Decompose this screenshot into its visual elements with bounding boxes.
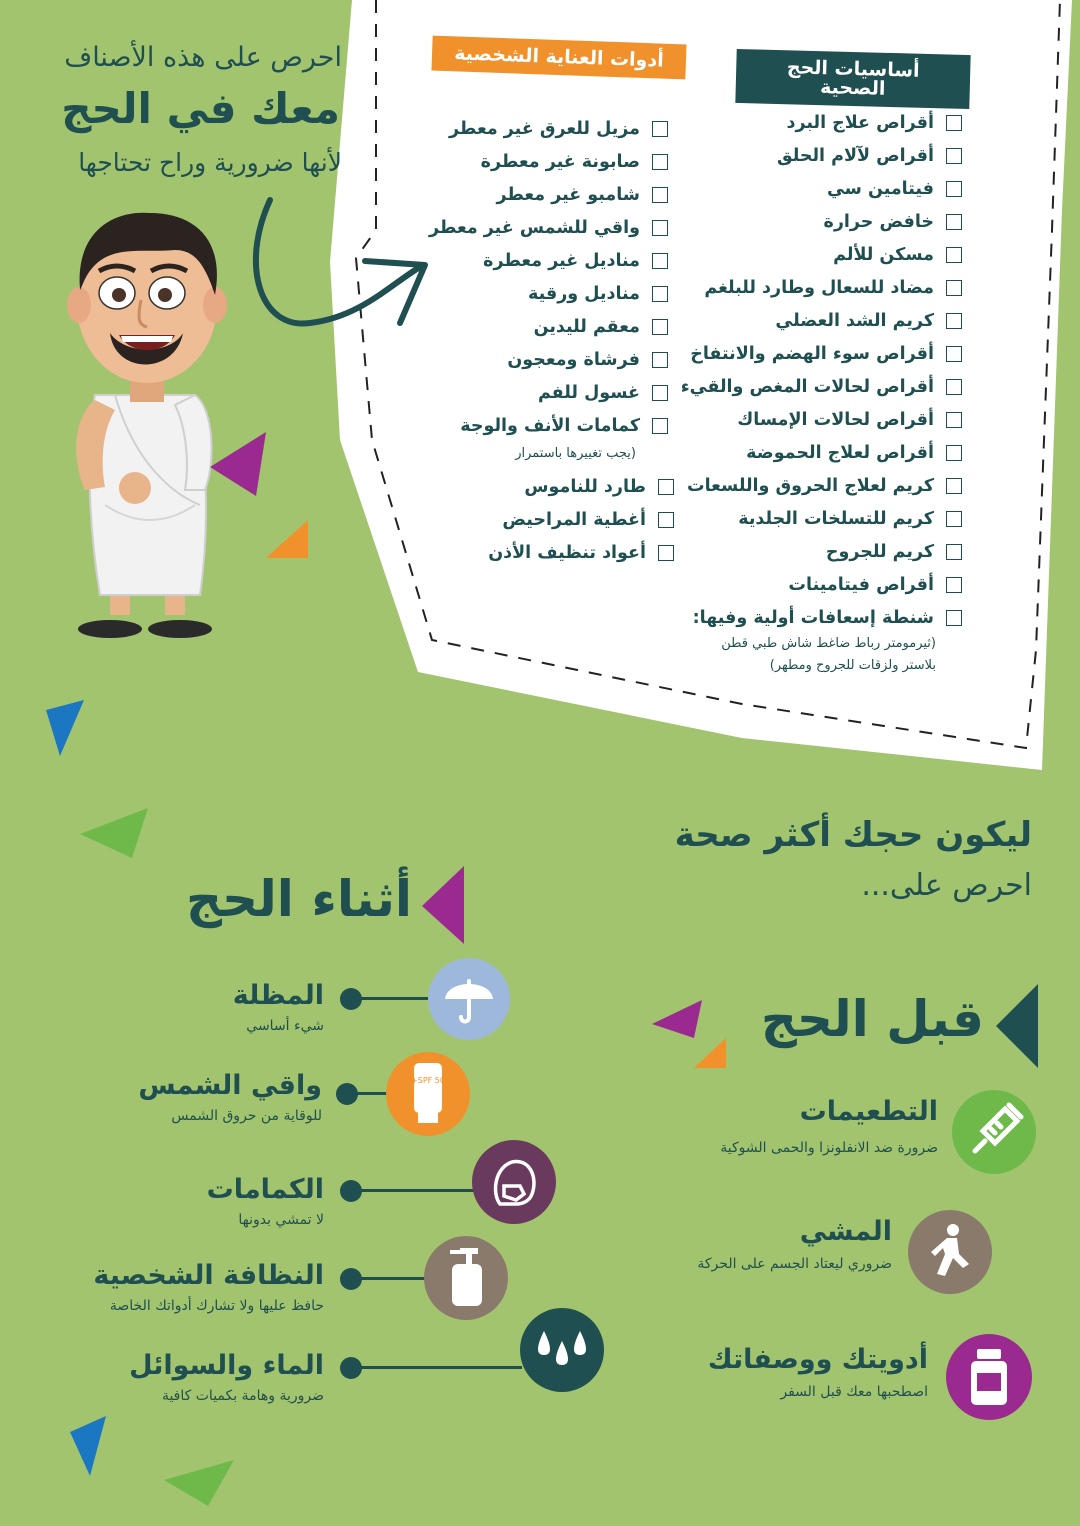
personal-care-item-label: مزيل للعرق غير معطر — [449, 118, 640, 139]
health-essentials-item-label: كريم للتسلخات الجلدية — [738, 508, 934, 529]
health-essentials-item-label: كريم للجروح — [825, 541, 934, 562]
during-item-sub-4: حافظ عليها ولا تشارك أدواتك الخاصة — [109, 1298, 324, 1314]
personal-care-item-label: معقم لليدين — [533, 316, 640, 337]
during-hajj-title: أثناء الحج — [185, 870, 412, 928]
checkbox[interactable] — [652, 187, 668, 203]
face-mask-icon — [472, 1140, 556, 1224]
checkbox[interactable] — [946, 544, 962, 560]
during-item-sub-3: لا تمشي بدونها — [238, 1212, 324, 1228]
before-hajj-marker-icon — [992, 984, 1040, 1068]
medicine-bottle-icon — [946, 1334, 1032, 1420]
checkbox[interactable] — [658, 479, 674, 495]
checkbox[interactable] — [946, 478, 962, 494]
checkbox[interactable] — [658, 512, 674, 528]
health-essentials-item — [681, 436, 962, 469]
health-essentials-item — [681, 205, 962, 238]
during-item-sub-5: ضرورية وهامة بكميات كافية — [161, 1388, 324, 1404]
personal-care-item-label: فرشاة ومعجون — [507, 349, 640, 370]
healthier-headline: ليكون حجك أكثر صحة — [674, 815, 1032, 855]
water-drops-icon — [520, 1308, 604, 1392]
healthier-subline: احرص على... — [861, 868, 1032, 903]
health-essentials-item-label: شنطة إسعافات أولية وفيها: — [692, 607, 934, 628]
personal-care-item-label: أعواد تنظيف الأذن — [488, 542, 646, 563]
personal-care-item — [429, 409, 668, 442]
first-aid-note-2: بلاستر ولزقات للجروح ومطهر) — [769, 658, 936, 673]
before-item-sub-2: ضروري ليعتاد الجسم على الحركة — [697, 1256, 892, 1272]
checkbox[interactable] — [652, 286, 668, 302]
during-item-title-3: الكمامات — [206, 1174, 324, 1205]
health-essentials-item-label: خافض حرارة — [823, 211, 934, 232]
checkbox[interactable] — [946, 412, 962, 428]
health-essentials-title: أساسيات الحج الصحية — [735, 49, 970, 109]
umbrella-icon — [428, 958, 510, 1040]
before-item-sub-1: ضرورة ضد الانفلونزا والحمى الشوكية — [720, 1140, 938, 1156]
checkbox[interactable] — [946, 610, 962, 626]
during-item-title-2: واقي الشمس — [138, 1070, 322, 1101]
personal-care-list-extra — [488, 470, 674, 569]
checkbox[interactable] — [652, 154, 668, 170]
green-triangle-decoration — [78, 806, 150, 860]
during-item-title-5: الماء والسوائل — [129, 1350, 324, 1381]
health-essentials-item-label: أقراص فيتامينات — [788, 574, 934, 595]
health-essentials-item — [681, 535, 962, 568]
timeline-line-5 — [356, 1366, 522, 1369]
health-essentials-item — [681, 502, 962, 535]
health-essentials-item-label: أقراص علاج البرد — [786, 112, 934, 133]
health-essentials-item — [681, 568, 962, 601]
health-essentials-item — [681, 601, 962, 634]
personal-care-item-label: غسول للفم — [537, 382, 640, 403]
health-essentials-item — [681, 271, 962, 304]
during-item-title-4: النظافة الشخصية — [93, 1260, 324, 1291]
checkbox[interactable] — [946, 148, 962, 164]
personal-care-item-label: صابونة غير معطرة — [480, 151, 640, 172]
health-essentials-item — [681, 304, 962, 337]
pilgrim-character — [55, 205, 245, 645]
before-hajj-title: قبل الحج — [760, 990, 984, 1048]
during-hajj-marker-icon — [418, 866, 466, 944]
health-essentials-item-label: أقراص لحالات الإمساك — [737, 409, 934, 430]
personal-care-item-label: مناديل ورقية — [528, 283, 640, 304]
checkbox[interactable] — [946, 379, 962, 395]
green-stripe-decoration — [1036, 790, 1066, 990]
checkbox[interactable] — [946, 181, 962, 197]
intro-line-2: معك في الحج — [61, 84, 340, 133]
during-item-sub-2: للوقاية من حروق الشمس — [171, 1108, 322, 1124]
timeline-line-1 — [356, 997, 430, 1000]
before-item-sub-3: اصطحبها معك قبل السفر — [780, 1384, 928, 1400]
checkbox[interactable] — [946, 115, 962, 131]
checkbox[interactable] — [652, 352, 668, 368]
checkbox[interactable] — [652, 121, 668, 137]
timeline-line-4 — [356, 1277, 426, 1280]
walking-icon — [908, 1210, 992, 1294]
health-essentials-list — [681, 106, 962, 634]
checkbox[interactable] — [946, 313, 962, 329]
health-essentials-item-label: فيتامين سي — [826, 178, 934, 199]
green-triangle-decoration-2 — [162, 1460, 236, 1510]
syringe-icon — [952, 1090, 1036, 1174]
health-essentials-item — [681, 337, 962, 370]
before-item-title-1: التطعيمات — [799, 1096, 938, 1127]
checkbox[interactable] — [652, 319, 668, 335]
personal-care-item — [429, 277, 668, 310]
personal-care-item-label: واقي للشمس غير معطر — [429, 217, 640, 238]
personal-care-item — [429, 310, 668, 343]
personal-care-item — [488, 503, 674, 536]
before-item-title-3: أدويتك ووصفاتك — [707, 1344, 928, 1375]
health-essentials-item-label: مسكن للألم — [833, 244, 934, 265]
personal-care-item-label: مناديل غير معطرة — [483, 250, 640, 271]
blue-triangle-decoration-2 — [68, 1416, 110, 1478]
health-essentials-item-label: أقراص لعلاج الحموضة — [746, 442, 934, 463]
blue-triangle-decoration — [42, 700, 87, 760]
health-essentials-item-label: كريم لعلاج الحروق واللسعات — [686, 475, 934, 496]
personal-care-item — [429, 376, 668, 409]
checkbox[interactable] — [946, 346, 962, 362]
checkbox[interactable] — [946, 577, 962, 593]
intro-line-3: لأنها ضرورية وراح تحتاجها — [78, 148, 342, 177]
first-aid-note-1: (ثيرمومتر رباط ضاغط شاش طبي قطن — [721, 636, 936, 651]
sunscreen-label: SPF 50+ — [411, 1076, 445, 1085]
checkbox[interactable] — [652, 220, 668, 236]
personal-care-title: أدوات العناية الشخصية — [431, 36, 686, 80]
intro-line-1: احرص على هذه الأصناف — [64, 42, 342, 73]
during-item-sub-1: شيء أساسي — [246, 1018, 324, 1034]
orange-triangle-decoration — [262, 518, 312, 563]
purple-triangle-decoration-2 — [650, 998, 706, 1040]
during-item-title-1: المظلة — [232, 980, 324, 1011]
personal-care-item-label: كمامات الأنف والوجة — [460, 415, 640, 436]
personal-care-item — [488, 536, 674, 569]
curved-arrow-icon — [240, 195, 440, 340]
personal-care-item — [429, 343, 668, 376]
personal-care-item-label: شامبو غير معطر — [496, 184, 640, 205]
health-essentials-item — [681, 403, 962, 436]
sunscreen-icon — [386, 1052, 470, 1136]
personal-care-item — [429, 112, 668, 145]
personal-care-item-label: أغطية المراحيض — [502, 509, 646, 530]
health-essentials-item — [681, 370, 962, 403]
health-essentials-item-label: أقراص لآلام الحلق — [776, 145, 934, 166]
checkbox[interactable] — [652, 418, 668, 434]
personal-care-item-label: طارد للناموس — [524, 476, 646, 497]
personal-care-item — [488, 470, 674, 503]
health-essentials-item-label: أقراص سوء الهضم والانتفاخ — [690, 343, 934, 364]
health-essentials-item-label: مضاد للسعال وطارد للبلغم — [704, 277, 934, 298]
checkbox[interactable] — [946, 247, 962, 263]
personal-care-item — [429, 145, 668, 178]
health-essentials-item — [681, 469, 962, 502]
personal-care-list — [429, 112, 668, 442]
checkbox[interactable] — [658, 545, 674, 561]
checkbox[interactable] — [652, 385, 668, 401]
checkbox[interactable] — [946, 445, 962, 461]
purple-triangle-decoration — [200, 432, 270, 497]
checkbox[interactable] — [652, 253, 668, 269]
health-essentials-item — [681, 139, 962, 172]
health-essentials-item — [681, 106, 962, 139]
personal-care-item — [429, 244, 668, 277]
health-essentials-item-label: أقراص لحالات المغص والقيء — [680, 376, 934, 397]
soap-dispenser-icon — [424, 1236, 508, 1320]
checkbox[interactable] — [946, 511, 962, 527]
checkbox[interactable] — [946, 280, 962, 296]
personal-care-item — [429, 178, 668, 211]
personal-care-item — [429, 211, 668, 244]
before-item-title-2: المشي — [799, 1216, 892, 1247]
checkbox[interactable] — [946, 214, 962, 230]
mask-note: (يجب تغييرها باستمرار — [515, 446, 636, 461]
health-essentials-item — [681, 172, 962, 205]
health-essentials-item-label: كريم الشد العضلي — [775, 310, 934, 331]
health-essentials-item — [681, 238, 962, 271]
orange-triangle-decoration-2 — [692, 1036, 730, 1072]
timeline-line-3 — [356, 1189, 474, 1192]
